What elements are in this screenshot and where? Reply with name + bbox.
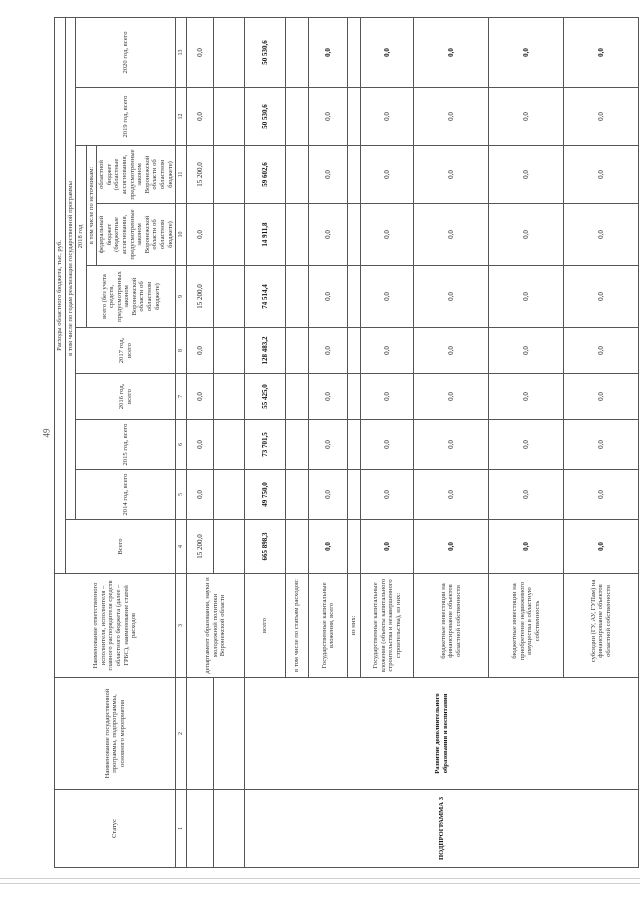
row-izn-value — [348, 17, 361, 87]
row-b2-executor: бюджетные инвестиции на приобретение недвижимого имущества в областную собственность — [489, 574, 564, 678]
row-b1-value: 0,0 — [414, 88, 489, 146]
row-gov-value: 0,0 — [309, 470, 348, 520]
page-number: 49 — [41, 428, 52, 438]
row-b2-value: 0,0 — [489, 204, 564, 266]
header-2020: 2020 год, всего — [76, 17, 176, 87]
row-b1-value: 0,0 — [414, 374, 489, 420]
row-summary-value: 0,0 — [187, 204, 214, 266]
row-b3-value: 0,0 — [564, 470, 639, 520]
col-index: 5 — [176, 470, 187, 520]
row-summary-value: 0,0 — [187, 374, 214, 420]
row-b3-value: 0,0 — [564, 204, 639, 266]
col-index: 9 — [176, 266, 187, 328]
row-gov-value: 0,0 — [309, 204, 348, 266]
row-total-value: 49 750,0 — [245, 470, 286, 520]
row-vt-value — [286, 88, 309, 146]
row-dept-value — [214, 204, 245, 266]
row-b2-value: 0,0 — [489, 470, 564, 520]
row-dept-name — [214, 678, 245, 790]
header-2014: 2014 год, всего — [76, 470, 176, 520]
header-name: Наименование государственной программы, подпрограммы, основного мероприятия — [55, 678, 176, 790]
row-izn-value — [348, 520, 361, 574]
col-index: 13 — [176, 17, 187, 87]
row-total-value: 55 425,0 — [245, 374, 286, 420]
row-gov2-value: 0,0 — [361, 204, 414, 266]
row-izn-value — [348, 420, 361, 470]
row-izn-value — [348, 470, 361, 520]
row-gov2-value: 0,0 — [361, 374, 414, 420]
row-gov2-value: 0,0 — [361, 420, 414, 470]
row-b2-value: 0,0 — [489, 520, 564, 574]
header-2016: 2016 год, всего — [76, 374, 176, 420]
row-b2-value: 0,0 — [489, 328, 564, 374]
row-gov2-value: 0,0 — [361, 328, 414, 374]
row-gov2-value: 0,0 — [361, 17, 414, 87]
row-gov-value: 0,0 — [309, 88, 348, 146]
row-dept-value — [214, 146, 245, 204]
row-b2-value: 0,0 — [489, 374, 564, 420]
row-gov2-executor: Государственные капитальные вложения (объекты капитального строительства и незавершенного строительства), из них: — [361, 574, 414, 678]
row-izn-value — [348, 374, 361, 420]
header-2018-total: всего (без учета средств, предусмотренных законом Воронежской области об областном бюджете) — [86, 266, 175, 328]
row-dept-value — [214, 266, 245, 328]
row-vt-value — [286, 470, 309, 520]
row-gov-value: 0,0 — [309, 374, 348, 420]
row-total-value: 73 701,5 — [245, 420, 286, 470]
row-izn-value — [348, 266, 361, 328]
header-2018: 2018 год — [76, 146, 87, 328]
row-vt-executor: в том числе по статьям расходов: — [286, 574, 309, 678]
row-vt-value — [286, 328, 309, 374]
row-izn-value — [348, 328, 361, 374]
row-b1-value: 0,0 — [414, 204, 489, 266]
col-index: 11 — [176, 146, 187, 204]
row-b1-value: 0,0 — [414, 328, 489, 374]
row-gov-value: 0,0 — [309, 17, 348, 87]
row-vt-value — [286, 146, 309, 204]
row-b2-value: 0,0 — [489, 420, 564, 470]
row-status-subprogram: ПОДПРОГРАММА 3 — [245, 790, 639, 868]
row-gov-value: 0,0 — [309, 520, 348, 574]
row-b1-value: 0,0 — [414, 17, 489, 87]
row-gov2-value: 0,0 — [361, 266, 414, 328]
row-vt-value — [286, 204, 309, 266]
col-index: 2 — [176, 678, 187, 790]
row-b1-value: 0,0 — [414, 266, 489, 328]
row-dept-value — [214, 17, 245, 87]
row-summary-value: 15 200,0 — [187, 520, 214, 574]
row-b1-executor: бюджетные инвестиции на финансирование объектов областной собственности — [414, 574, 489, 678]
row-total-value: 665 898,3 — [245, 520, 286, 574]
row-izn-value — [348, 146, 361, 204]
col-index: 3 — [176, 574, 187, 678]
row-b1-value: 0,0 — [414, 146, 489, 204]
row-summary-value: 15 200,0 — [187, 266, 214, 328]
row-izn-executor: из них: — [348, 574, 361, 678]
row-name-subprogram: Развитие дополнительного образования и воспитания — [245, 678, 639, 790]
row-b3-value: 0,0 — [564, 520, 639, 574]
row-total-value: 50 530,6 — [245, 88, 286, 146]
row-gov-value: 0,0 — [309, 266, 348, 328]
row-summary-status — [187, 790, 214, 868]
row-gov-value: 0,0 — [309, 146, 348, 204]
row-dept-status — [214, 790, 245, 868]
header-2015: 2015 год, всего — [76, 420, 176, 470]
row-summary-value: 0,0 — [187, 17, 214, 87]
row-dept-value — [214, 374, 245, 420]
row-dept-value — [214, 520, 245, 574]
row-summary-value: 0,0 — [187, 328, 214, 374]
row-b1-value: 0,0 — [414, 470, 489, 520]
row-total-executor: всего — [245, 574, 286, 678]
row-izn-value — [348, 88, 361, 146]
row-b3-value: 0,0 — [564, 88, 639, 146]
row-b3-value: 0,0 — [564, 420, 639, 470]
col-index: 4 — [176, 520, 187, 574]
header-2017: 2017 год, всего — [76, 328, 176, 374]
header-federal: федеральный бюджет (бюджетные ассигнования, предусмотренные законом Воронежской области об областном бюджете) — [97, 204, 176, 266]
row-b2-value: 0,0 — [489, 266, 564, 328]
row-b3-value: 0,0 — [564, 17, 639, 87]
row-summary-name — [187, 678, 214, 790]
row-b2-value: 0,0 — [489, 88, 564, 146]
row-vt-value — [286, 374, 309, 420]
row-summary-value: 15 200,0 — [187, 146, 214, 204]
row-b3-value: 0,0 — [564, 374, 639, 420]
row-vt-value — [286, 520, 309, 574]
row-dept-value — [214, 328, 245, 374]
scan-edge-line — [0, 878, 640, 879]
row-summary-value: 0,0 — [187, 88, 214, 146]
row-b3-executor: субсидии (ГУ, АУ, ГУПам) на финансирование объектов областной собственности — [564, 574, 639, 678]
header-expenses-group: Расходы областного бюджета, тыс. руб. — [55, 17, 66, 573]
header-regional: областной бюджет (областные ассигнования, предусмотренные законом Воронежской области об областном бюджете) — [97, 146, 176, 204]
row-gov-value: 0,0 — [309, 328, 348, 374]
row-b1-value: 0,0 — [414, 420, 489, 470]
row-izn-value — [348, 204, 361, 266]
row-summary-value: 0,0 — [187, 420, 214, 470]
header-status: Статус — [55, 790, 176, 868]
col-index: 6 — [176, 420, 187, 470]
row-dept-value — [214, 88, 245, 146]
col-index: 10 — [176, 204, 187, 266]
row-b1-value: 0,0 — [414, 520, 489, 574]
row-b3-value: 0,0 — [564, 146, 639, 204]
header-sources: в том числе по источникам: — [86, 146, 97, 266]
header-2019: 2019 год, всего — [76, 88, 176, 146]
row-gov2-value: 0,0 — [361, 470, 414, 520]
row-dept-executor: департамент образования, науки и молодежной политики Воронежской области — [187, 574, 245, 678]
row-gov2-value: 0,0 — [361, 88, 414, 146]
col-index: 8 — [176, 328, 187, 374]
row-total-value: 74 514,4 — [245, 266, 286, 328]
row-b2-value: 0,0 — [489, 17, 564, 87]
row-b3-value: 0,0 — [564, 266, 639, 328]
row-total-value: 59 602,6 — [245, 146, 286, 204]
row-total-value: 50 530,6 — [245, 17, 286, 87]
row-dept-value — [214, 420, 245, 470]
row-vt-value — [286, 17, 309, 87]
row-gov2-value: 0,0 — [361, 146, 414, 204]
row-b2-value: 0,0 — [489, 146, 564, 204]
header-total: Всего — [65, 520, 176, 574]
row-total-value: 128 483,2 — [245, 328, 286, 374]
row-total-value: 14 911,8 — [245, 204, 286, 266]
row-vt-value — [286, 420, 309, 470]
row-gov2-value: 0,0 — [361, 520, 414, 574]
col-index: 12 — [176, 88, 187, 146]
scan-edge-line — [0, 883, 640, 884]
col-index: 7 — [176, 374, 187, 420]
row-dept-value — [214, 470, 245, 520]
expenses-table — [54, 17, 639, 868]
col-index: 1 — [176, 790, 187, 868]
header-executor: Наименование ответственного исполнителя, исполнителя – главного распорядителя средств областного бюджета (далее – ГРБС), наименование статей расходов — [55, 574, 176, 678]
header-subgroup: в том числе по годам реализации государственной программы — [65, 17, 76, 519]
rotated-table-sheet — [54, 18, 620, 868]
row-b3-value: 0,0 — [564, 328, 639, 374]
row-summary-value: 0,0 — [187, 470, 214, 520]
row-gov-value: 0,0 — [309, 420, 348, 470]
row-vt-value — [286, 266, 309, 328]
row-gov-executor: Государственные капитальные вложения, всего — [309, 574, 348, 678]
